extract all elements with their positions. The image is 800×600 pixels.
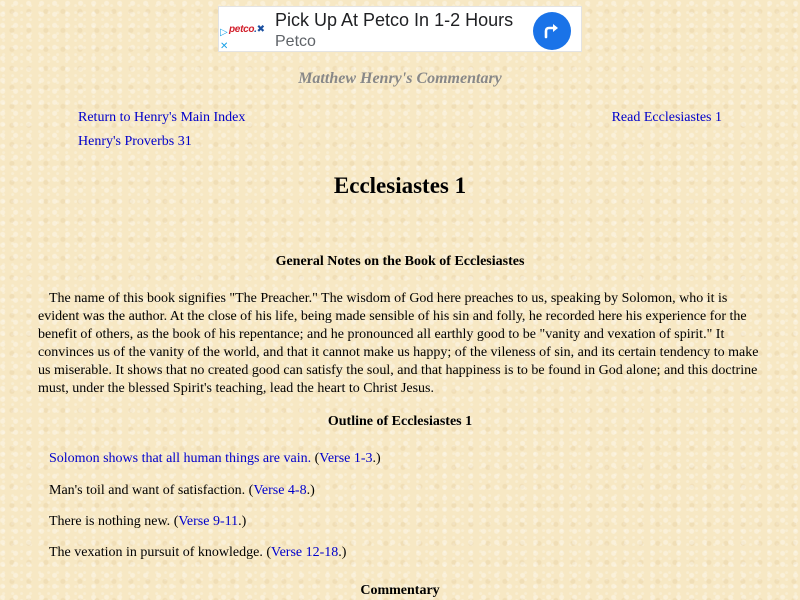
ad-banner[interactable]	[218, 6, 582, 52]
close-icon[interactable]: ✕	[220, 41, 229, 52]
commentary-heading: Commentary	[360, 583, 440, 598]
read-chapter-link[interactable]: Read Ecclesiastes 1	[611, 110, 722, 125]
verse-link[interactable]: Verse 12-18	[271, 545, 339, 560]
verse-link[interactable]: Verse 1-3	[319, 451, 373, 466]
previous-chapter-link[interactable]: Henry's Proverbs 31	[78, 134, 192, 149]
ad-title[interactable]: Pick Up At Petco In 1-2 Hours	[275, 10, 514, 30]
petco-logo: petco.✖	[229, 24, 265, 35]
outline-heading: Outline of Ecclesiastes 1	[327, 414, 473, 429]
outline-item: Solomon shows that all human things are vain. (Verse 1-3.)	[49, 451, 381, 466]
verse-link[interactable]: Verse 4-8	[253, 483, 307, 498]
outline-item-text: There is nothing new.	[49, 514, 171, 529]
outline-item-text: The vexation in pursuit of knowledge.	[49, 545, 263, 560]
outline-item: Man's toil and want of satisfaction. (Verse 4-8.)	[49, 483, 315, 498]
general-notes-heading: General Notes on the Book of Ecclesiastes	[275, 254, 525, 269]
outline-item-link[interactable]: Solomon shows that all human things are vain.	[49, 451, 312, 466]
page-title: Ecclesiastes 1	[333, 173, 467, 198]
verse-link[interactable]: Verse 9-11	[178, 514, 239, 529]
main-index-link[interactable]: Return to Henry's Main Index	[78, 110, 246, 125]
site-title: Matthew Henry's Commentary	[298, 70, 502, 87]
ad-choices-icon[interactable]: ▷	[220, 27, 228, 38]
general-notes-text: The name of this book signifies "The Preacher." The wisdom of God here preaches to us, speaking by Solomon, who it is evident was the author. At the close of his life, being made sensible of his sin and folly, he recorded here his experience for the benefit of others, as the book of his repentance; and he pronounced all earthly good to be "vanity and vexation of spirit." It convinces us of the vanity of the world, and that it cannot make us happy; of the vileness of sin, and its certain tendency to make us miserable. It shows that no created good can satisfy the soul, and that happiness is to be found in God alone; and this doctrine must, under the blessed Spirit's teaching, lead the heart to Christ Jesus.	[38, 291, 759, 396]
arrow-turn-right-icon[interactable]	[533, 12, 571, 50]
ad-advertiser[interactable]: Petco	[275, 33, 316, 50]
outline-item: The vexation in pursuit of knowledge. (Verse 12-18.)	[49, 545, 347, 560]
outline-item: There is nothing new. (Verse 9-11.)	[49, 514, 247, 529]
outline-item-text: Man's toil and want of satisfaction.	[49, 483, 246, 498]
